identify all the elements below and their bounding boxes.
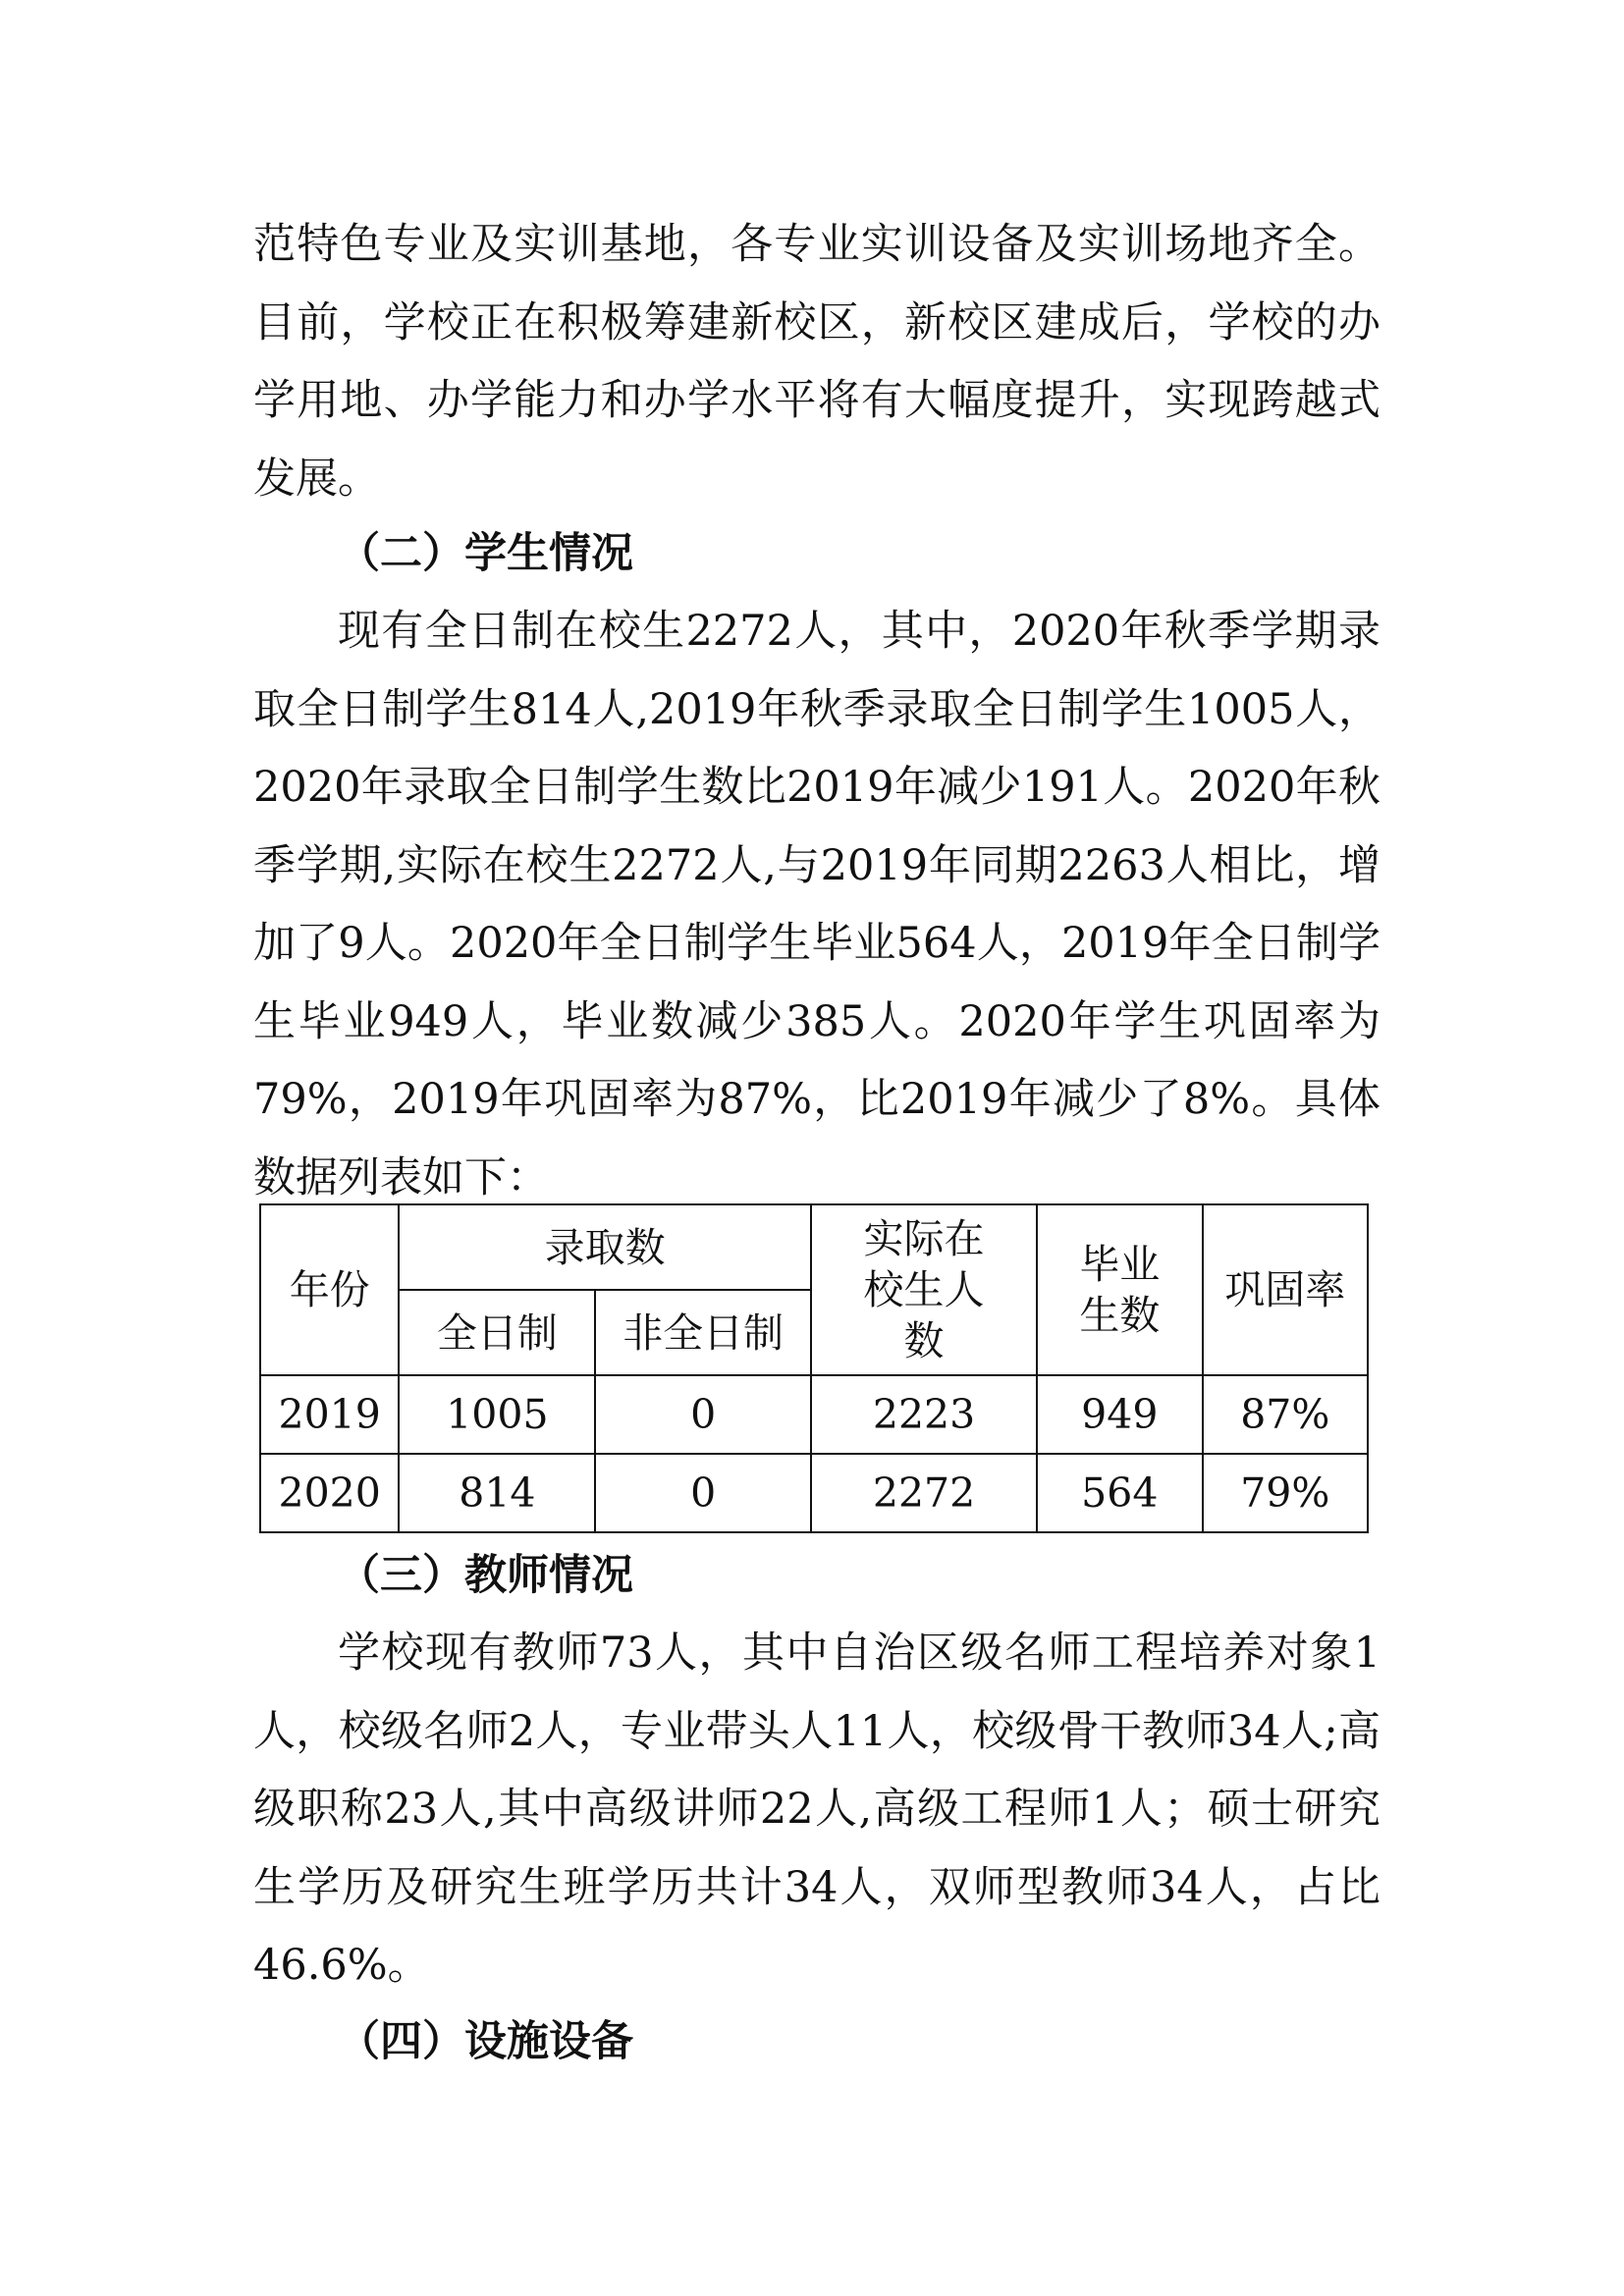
section-heading-facilities: （四）设施设备 xyxy=(338,2017,633,2066)
cell-retention: 79% xyxy=(1203,1454,1368,1532)
section-heading-teachers: （三）教师情况 xyxy=(338,1551,633,1600)
cell-fulltime: 814 xyxy=(399,1454,595,1532)
header-year: 年份 xyxy=(260,1204,399,1375)
table-row xyxy=(260,1375,1368,1454)
table-row xyxy=(260,1454,1368,1532)
paragraph-teacher-stats: 学校现有教师73人，其中自治区级名师工程培养对象1人，校级名师2人，专业带头人11人，校级骨干教师34人;高级职称23人,其中高级讲师22人,高级工程师1人；硕士研究生学历及研究生班学历共计34人，双师型教师34人，占比46.6%。 xyxy=(253,1629,1380,1990)
cell-retention: 87% xyxy=(1203,1375,1368,1454)
section-heading-students: （二）学生情况 xyxy=(338,529,633,578)
header-graduates xyxy=(1037,1204,1202,1375)
cell-in-school: 2223 xyxy=(811,1375,1037,1454)
table-header-row xyxy=(260,1204,1368,1290)
header-in-school-text: 实际在校生人数 xyxy=(863,1215,985,1364)
cell-in-school: 2272 xyxy=(811,1454,1037,1532)
header-fulltime: 全日制 xyxy=(399,1290,595,1375)
cell-year: 2019 xyxy=(260,1375,399,1454)
header-in-school xyxy=(811,1204,1037,1375)
cell-year: 2020 xyxy=(260,1454,399,1532)
paragraph-facilities-intro: 范特色专业及实训基地，各专业实训设备及实训场地齐全。目前，学校正在积极筹建新校区，新校区建成后，学校的办学用地、办学能力和办学水平将有大幅度提升，实现跨越式发展。 xyxy=(253,220,1380,504)
cell-fulltime: 1005 xyxy=(399,1375,595,1454)
header-parttime: 非全日制 xyxy=(595,1290,811,1375)
student-data-table xyxy=(259,1203,1369,1533)
paragraph-student-stats: 现有全日制在校生2272人，其中，2020年秋季学期录取全日制学生814人,2019年秋季录取全日制学生1005人，2020年录取全日制学生数比2019年减少191人。2020年秋季学期,实际在校生2272人,与2019年同期2263人相比，增加了9人。2020年全日制学生毕业564人，2019年全日制学生毕业949人，毕业数减少385人。2020年学生巩固率为79%，2019年巩固率为87%，比2019年减少了8%。具体数据列表如下： xyxy=(253,607,1380,1202)
header-retention: 巩固率 xyxy=(1203,1204,1368,1375)
header-enrollment: 录取数 xyxy=(399,1204,811,1290)
cell-graduates: 564 xyxy=(1037,1454,1202,1532)
cell-graduates: 949 xyxy=(1037,1375,1202,1454)
cell-parttime: 0 xyxy=(595,1454,811,1532)
cell-parttime: 0 xyxy=(595,1375,811,1454)
header-graduates-text: 毕业生数 xyxy=(1079,1241,1161,1339)
